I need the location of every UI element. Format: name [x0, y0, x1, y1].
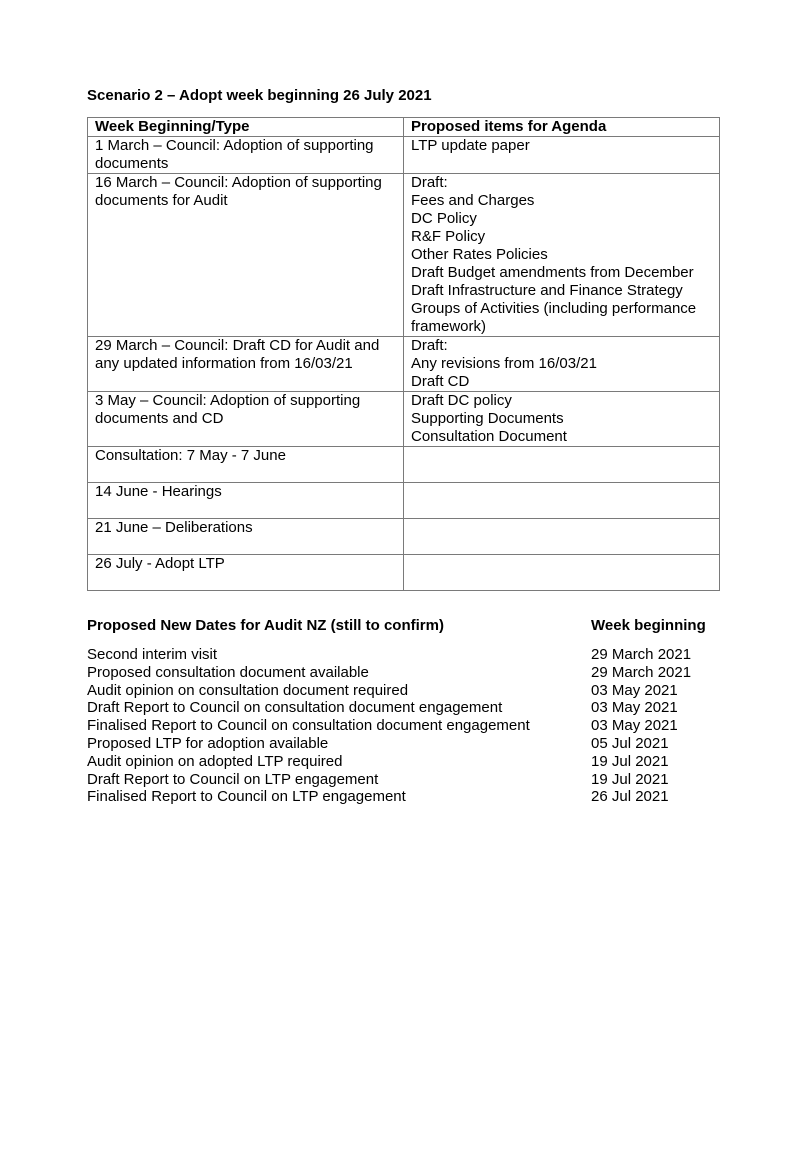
page-heading: Scenario 2 – Adopt week beginning 26 July 2021: [87, 87, 432, 104]
list-item: [87, 717, 727, 735]
list-item: [87, 735, 727, 753]
agenda-items-cell: [404, 392, 720, 447]
week-type-cell: [88, 447, 404, 483]
audit-dates-list: [87, 646, 727, 806]
cell-line: Any revisions from 16/03/21: [411, 355, 597, 372]
list-item: [87, 753, 727, 771]
table-row: [88, 337, 720, 392]
list-item: [87, 771, 727, 789]
table-row: [88, 555, 720, 591]
cell-line: Draft Infrastructure and Finance Strategy: [411, 282, 683, 299]
audit-item-date: 03 May 2021: [591, 717, 678, 735]
cell-line: 29 March – Council: Draft CD for Audit and: [95, 337, 380, 354]
cell-line: any updated information from 16/03/21: [95, 355, 353, 372]
agenda-items-cell: [404, 519, 720, 555]
cell-line: documents: [95, 155, 169, 172]
table-row: [88, 137, 720, 174]
agenda-items-cell: [404, 483, 720, 519]
audit-item-date: 05 Jul 2021: [591, 734, 669, 752]
cell-line: 26 July - Adopt LTP: [95, 555, 225, 572]
audit-item-date: 19 Jul 2021: [591, 770, 669, 788]
cell-line: Draft CD: [411, 373, 470, 390]
cell-line: 1 March – Council: Adoption of supporting: [95, 137, 374, 154]
column-header-agenda-items: Proposed items for Agenda: [404, 118, 720, 137]
cell-line: Groups of Activities (including performance: [411, 300, 697, 317]
cell-line: documents for Audit: [95, 192, 228, 209]
cell-line: 21 June – Deliberations: [95, 519, 253, 536]
week-type-cell: [88, 483, 404, 519]
audit-item-label: Finalised Report to Council on LTP engagement: [87, 788, 406, 806]
table-row: [88, 392, 720, 447]
week-type-cell: [88, 137, 404, 174]
audit-item-label: Audit opinion on adopted LTP required: [87, 752, 343, 770]
cell-line: documents and CD: [95, 410, 224, 427]
cell-line: Consultation Document: [411, 428, 567, 445]
cell-line: framework): [411, 318, 487, 335]
list-item: [87, 664, 727, 682]
cell-line: Other Rates Policies: [411, 246, 548, 263]
list-item: [87, 699, 727, 717]
table-row: [88, 519, 720, 555]
audit-dates-heading: [87, 617, 719, 635]
column-header-week-type: Week Beginning/Type: [88, 118, 404, 137]
cell-line: LTP update paper: [411, 137, 530, 154]
audit-item-date: 03 May 2021: [591, 699, 678, 717]
audit-item-label: Draft Report to Council on consultation document engagement: [87, 699, 503, 717]
audit-item-label: Second interim visit: [87, 646, 218, 663]
agenda-items-cell: [404, 137, 720, 174]
agenda-items-cell: [404, 337, 720, 392]
cell-line: R&F Policy: [411, 228, 486, 245]
cell-line: Fees and Charges: [411, 192, 535, 209]
list-item: [87, 682, 727, 700]
audit-item-label: Proposed LTP for adoption available: [87, 734, 329, 752]
cell-line: DC Policy: [411, 210, 477, 227]
table-row: [88, 483, 720, 519]
audit-item-date: 03 May 2021: [591, 681, 678, 699]
table-row: [88, 174, 720, 337]
cell-line: Draft DC policy: [411, 392, 512, 409]
audit-item-label: Draft Report to Council on LTP engagement: [87, 770, 379, 788]
week-beginning-header: Week beginning: [591, 617, 706, 634]
agenda-schedule-table: [87, 117, 720, 591]
audit-item-label: Audit opinion on consultation document required: [87, 681, 409, 699]
audit-item-date: 29 March 2021: [591, 646, 692, 663]
agenda-items-cell: [404, 555, 720, 591]
table-header-row: [88, 118, 720, 137]
audit-item-date: 26 Jul 2021: [591, 788, 669, 806]
table-row: [88, 447, 720, 483]
audit-item-label: Proposed consultation document available: [87, 663, 369, 681]
week-type-cell: [88, 337, 404, 392]
cell-line: Supporting Documents: [411, 410, 564, 427]
agenda-items-cell: [404, 174, 720, 337]
week-type-cell: [88, 174, 404, 337]
week-type-cell: [88, 519, 404, 555]
list-item: [87, 646, 727, 664]
audit-dates-title: Proposed New Dates for Audit NZ (still to confirm): [87, 617, 444, 634]
cell-line: Draft:: [411, 174, 448, 191]
list-item: [87, 788, 727, 806]
cell-line: Draft:: [411, 337, 448, 354]
audit-item-date: 29 March 2021: [591, 663, 692, 681]
week-type-cell: [88, 555, 404, 591]
week-type-cell: [88, 392, 404, 447]
cell-line: 14 June - Hearings: [95, 483, 222, 500]
cell-line: 16 March – Council: Adoption of supporting: [95, 174, 382, 191]
audit-item-date: 19 Jul 2021: [591, 752, 669, 770]
agenda-items-cell: [404, 447, 720, 483]
cell-line: Consultation: 7 May - 7 June: [95, 447, 286, 464]
audit-item-label: Finalised Report to Council on consultation document engagement: [87, 717, 530, 735]
cell-line: 3 May – Council: Adoption of supporting: [95, 392, 361, 409]
cell-line: Draft Budget amendments from December: [411, 264, 694, 281]
